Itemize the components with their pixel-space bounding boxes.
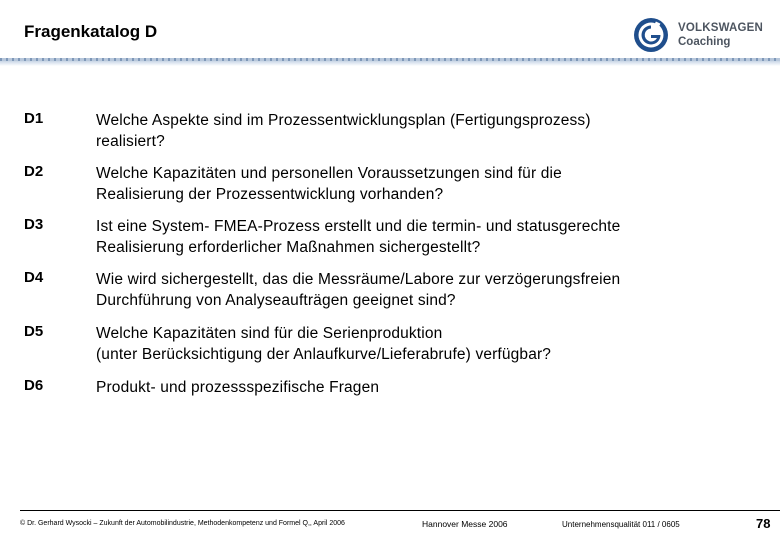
question-id: D1	[24, 110, 44, 127]
question-line: Produkt- und prozessspezifische Fragen	[96, 379, 380, 396]
question-text	[96, 163, 766, 205]
question-text	[96, 269, 766, 311]
question-id: D2	[24, 163, 44, 180]
question-line: Welche Kapazitäten sind für die Serienproduktion	[96, 325, 443, 342]
footer-quality: Unternehmensqualität 011 / 0605	[562, 520, 680, 529]
question-line: Durchführung von Analyseaufträgen geeignet sind?	[96, 292, 456, 309]
question-id: D4	[24, 269, 44, 286]
page-title: Fragenkatalog D	[24, 22, 158, 41]
footer-event: Hannover Messe 2006	[422, 519, 508, 529]
question-line: realisiert?	[96, 133, 165, 150]
question-text	[96, 110, 766, 152]
logo-brand-text: VOLKSWAGEN	[678, 22, 764, 34]
logo-sub-text: Coaching	[678, 36, 731, 48]
question-text	[96, 216, 766, 258]
question-line: Wie wird sichergestellt, das die Messräume/Labore zur verzögerungsfreien	[96, 271, 621, 288]
question-line: Realisierung erforderlicher Maßnahmen sichergestellt?	[96, 239, 481, 256]
question-text	[96, 377, 766, 398]
page-number: 78	[756, 516, 771, 531]
footer-copyright: © Dr. Gerhard Wysocki – Zukunft der Automobilindustrie, Methodenkompetenz und Formel Q,, April 2006	[20, 520, 345, 527]
question-line: Ist eine System- FMEA-Prozess erstellt und die termin- und statusgerechte	[96, 218, 621, 235]
question-text	[96, 323, 766, 365]
vw-coaching-logo	[632, 12, 772, 56]
question-line: (unter Berücksichtigung der Anlaufkurve/Lieferabrufe) verfügbar?	[96, 346, 552, 363]
question-line: Realisierung der Prozessentwicklung vorhanden?	[96, 186, 444, 203]
question-id: D3	[24, 216, 44, 233]
question-id: D6	[24, 377, 44, 394]
footer-divider	[20, 510, 745, 511]
header-stripe	[0, 58, 780, 61]
question-id: D5	[24, 323, 44, 340]
question-line: Welche Kapazitäten und personellen Voraussetzungen sind für die	[96, 165, 562, 182]
footer-divider-right	[740, 510, 780, 511]
question-line: Welche Aspekte sind im Prozessentwicklungsplan (Fertigungsprozess)	[96, 112, 591, 129]
vw-coaching-g-logo-icon	[632, 16, 670, 54]
